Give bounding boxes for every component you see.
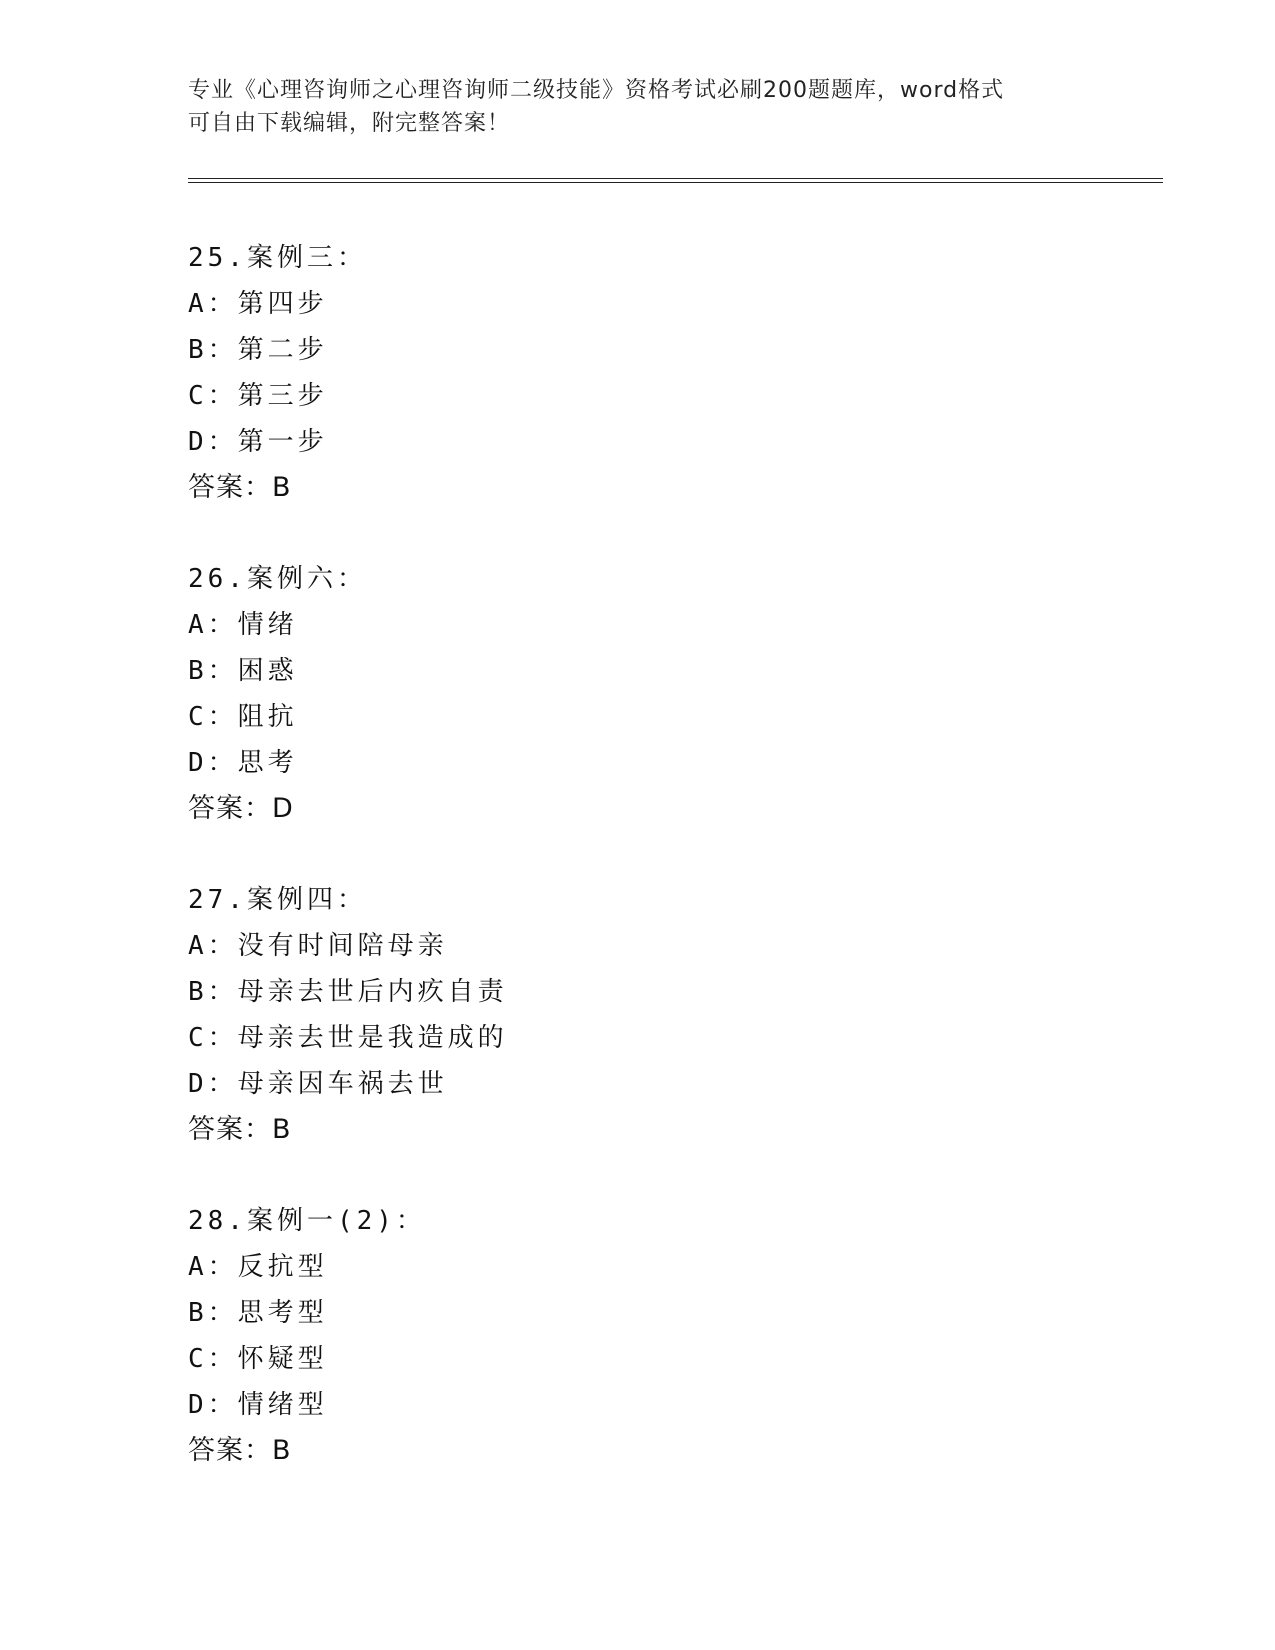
option-d: D：第一步 bbox=[188, 427, 328, 457]
question-title: 26.案例六： bbox=[188, 564, 367, 594]
option-a: A：反抗型 bbox=[188, 1252, 328, 1282]
question-25 bbox=[188, 235, 888, 511]
option-b: B：思考型 bbox=[188, 1298, 328, 1328]
document-header bbox=[188, 74, 1088, 140]
answer-line: 答案：B bbox=[188, 472, 292, 503]
option-a: A：没有时间陪母亲 bbox=[188, 931, 448, 961]
option-c: C：母亲去世是我造成的 bbox=[188, 1023, 508, 1053]
question-title: 25.案例三： bbox=[188, 243, 367, 273]
option-d: D：思考 bbox=[188, 748, 298, 778]
question-26 bbox=[188, 556, 888, 832]
question-27 bbox=[188, 877, 888, 1153]
option-d: D：母亲因车祸去世 bbox=[188, 1069, 448, 1099]
header-line-1: 专业《心理咨询师之心理咨询师二级技能》资格考试必刷200题题库，word格式 bbox=[188, 78, 1005, 103]
question-title: 28.案例一(2)： bbox=[188, 1206, 426, 1236]
header-divider bbox=[188, 178, 1163, 183]
answer-line: 答案：B bbox=[188, 1114, 292, 1145]
option-b: B：困惑 bbox=[188, 656, 298, 686]
header-line-2: 可自由下载编辑，附完整答案！ bbox=[188, 111, 511, 136]
option-b: B：母亲去世后内疚自责 bbox=[188, 977, 508, 1007]
option-c: C：第三步 bbox=[188, 381, 328, 411]
answer-line: 答案：D bbox=[188, 793, 294, 824]
question-28 bbox=[188, 1198, 888, 1474]
option-b: B：第二步 bbox=[188, 335, 328, 365]
option-a: A：情绪 bbox=[188, 610, 298, 640]
option-c: C：怀疑型 bbox=[188, 1344, 328, 1374]
option-d: D：情绪型 bbox=[188, 1390, 328, 1420]
option-a: A：第四步 bbox=[188, 289, 328, 319]
answer-line: 答案：B bbox=[188, 1435, 292, 1466]
question-title: 27.案例四： bbox=[188, 885, 367, 915]
option-c: C：阻抗 bbox=[188, 702, 298, 732]
